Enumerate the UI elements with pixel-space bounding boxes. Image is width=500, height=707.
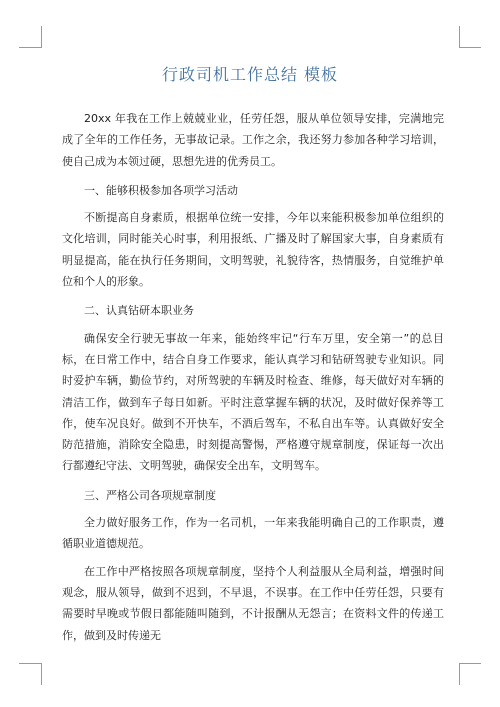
document-title: 行政司机工作总结 模板 [161, 65, 339, 84]
crop-mark-bottom-right [459, 663, 460, 685]
crop-mark-top-left [19, 47, 41, 48]
body-paragraph: 20xx 年我在工作上兢兢业业，任劳任怨，服从单位领导安排，完满地完成了全年的工作任务，无事故记录。工作之余，我还努力参加各种学习培训，使自己成为本领过硬，思想先进的优秀员工。 [62, 112, 444, 168]
crop-mark-top-right [459, 47, 481, 48]
crop-mark-bottom-left [19, 663, 41, 664]
body-paragraph: 不断提高自身素质，根据单位统一安排，今年以来能积极参加单位组织的文化培训，同时能关心时事，利用报纸、广播及时了解国家大事，自身素质有明显提高，能在执行任务期间，文明驾驶，礼貌待客，热情服务，自觉维护单位和个人的形象。 [62, 211, 444, 289]
section-heading: 二、认真钻研本职业务 [84, 304, 194, 318]
crop-mark-bottom-right [459, 663, 481, 664]
crop-mark-top-right [459, 26, 460, 48]
document-body [62, 108, 444, 646]
crop-mark-top-left [41, 26, 42, 48]
body-paragraph: 确保安全行驶无事故一年来，能始终牢记“行车万里，安全第一”的总目标，在日常工作中，结合自身工作要求，能认真学习和钻研驾驶专业知识。同时爱护车辆，勤俭节约，对所驾驶的车辆及时检查、维修，每天做好对车辆的清洁工作，做到车子每日如新。平时注意掌握车辆的状况，及时做好保养等工作，使车况良好。做到不开快车，不酒后驾车，不私自出车等。认真做好安全防范措施，消除安全隐患，时刻提高警惕，严格遵守规章制度，保证每一次出行都遵纪守法、文明驾驶，确保安全出车，文明驾车。 [62, 331, 444, 473]
section-heading: 一、能够积极参加各项学习活动 [84, 183, 238, 197]
crop-mark-bottom-left [41, 663, 42, 685]
body-paragraph: 在工作中严格按照各项规章制度，坚持个人利益服从全局利益，增强时间观念，服从领导，做到不迟到，不早退，不误事。在工作中任劳任怨，只要有需要时早晚或节假日都能随叫随到，不计报酬从无怨言；在资料文件的传递工作，做到及时传递无 [62, 564, 444, 642]
section-heading: 三、严格公司各项规章制度 [84, 488, 216, 502]
body-paragraph: 全力做好服务工作，作为一名司机，一年来我能明确自己的工作职责，遵循职业道德规范。 [62, 516, 444, 551]
